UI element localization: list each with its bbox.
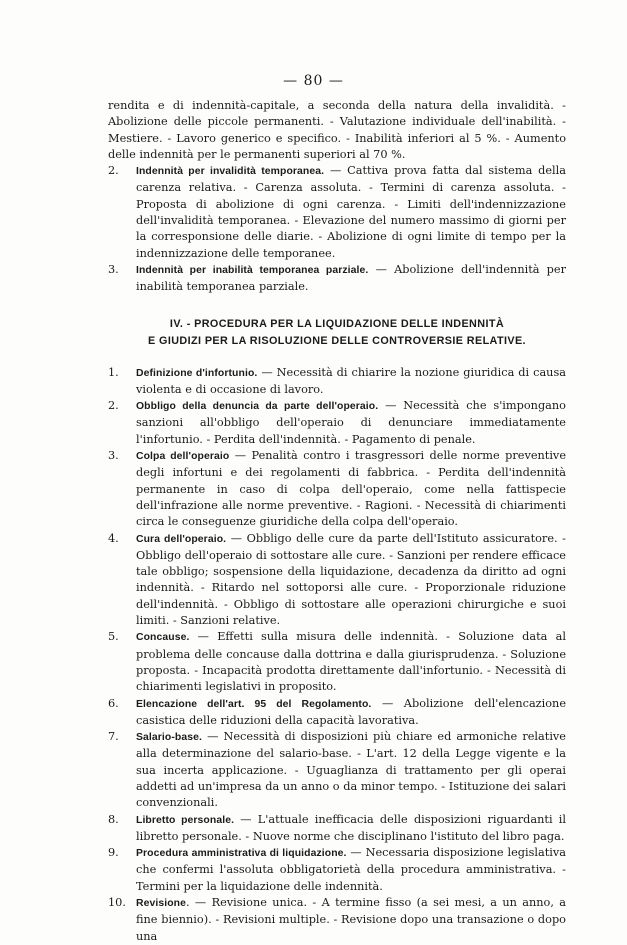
- item-title: Elencazione dell'art. 95 del Regolamento.: [136, 698, 372, 710]
- item-body: [136, 365, 566, 399]
- list-item: [108, 365, 566, 399]
- item-title: Obbligo della denuncia da parte dell'operaio.: [136, 401, 379, 413]
- item-number: 1.: [108, 365, 119, 379]
- item-number: 5.: [108, 630, 119, 644]
- item-title: Cura dell'operaio.: [136, 533, 227, 545]
- page-number: — 80 —: [283, 73, 344, 89]
- item-body: [136, 163, 566, 262]
- list-item: [108, 696, 566, 730]
- item-text: — Cattiva prova fatta dal sistema della carenza relativa. - Carenza assoluta. - Termini di carenza assoluta. - Proposta di abolizione di ogni carenza. - Limiti dell'indennizzazione dell'invalidità temporanea. - Elevazione del numero massimo di giorni per la corresponsione delle diarie. - Abolizione di ogni limite di tempo per la indennizzazione delle temporanee.: [136, 164, 567, 260]
- item-number: 4.: [108, 531, 119, 545]
- item-text: — Obbligo delle cure da parte dell'Istituto assicuratore. - Obbligo dell'operaio di sottostare alle cure. - Sanzioni per rendere efficace tale obbligo; sospensione della liquidazione, decadenza da diritto ad ogni indennità. - Ritardo nel sottoporsi alle cure. - Proporzionale riduzione dell'indennità. - Obbligo di sottostare alle operazioni chirurgiche e suoi limiti. - Sanzioni relative.: [136, 531, 566, 628]
- item-body: [136, 812, 566, 846]
- item-body: [136, 398, 566, 448]
- item-body: [136, 895, 566, 945]
- list-item: [108, 448, 566, 530]
- item-text: — Necessità di chiarire la nozione giuridica di causa violenta e di occasione di lavoro.: [136, 365, 566, 396]
- item-text: — Necessità di disposizioni più chiare ed armoniche relative alla determinazione del salario-base. - L'art. 12 della Legge vigente e la sua incerta applicazione. - Uguaglianza di trattamento per gli operai addetti ad un'impresa da un anno o da minor tempo. - Istituzione dei salari convenzionali.: [136, 730, 566, 810]
- item-number: 8.: [108, 812, 119, 826]
- list-item: [108, 163, 566, 262]
- list-item: [108, 812, 566, 846]
- item-body: [136, 531, 566, 630]
- item-title: Revisione: [136, 898, 186, 910]
- item-title: Colpa dell'operaio: [136, 451, 230, 463]
- list-item: [108, 845, 566, 895]
- list-item: [108, 398, 566, 448]
- item-body: [136, 729, 566, 811]
- item-title: Salario-base.: [136, 732, 202, 744]
- item-number: 2.: [108, 399, 119, 413]
- item-body: [136, 448, 566, 530]
- item-text: — Abolizione dell'elencazione casistica delle riduzioni della capacità lavorativa.: [136, 696, 567, 727]
- item-title: Indennità per invalidità temporanea.: [136, 166, 325, 178]
- page-content: [108, 98, 566, 945]
- item-title: Procedura amministrativa di liquidazione.: [136, 848, 347, 860]
- section-heading-line-1: IV. - PROCEDURA PER LA LIQUIDAZIONE DELLE INDENNITÀ: [169, 317, 505, 330]
- item-text: — Penalità contro i trasgressori delle norme preventive degli infortuni e dei regolamenti di fabbrica. - Perdita dell'indennità permanente in caso di colpa dell'operaio, come nella fattispecie dell'infrazione alle norme preventive. - Ragioni. - Necessità di chiarimenti circa le conseguenze giuridiche della colpa dell'operaio.: [136, 449, 567, 529]
- list-item: [108, 531, 566, 630]
- item-text: — Necessità che s'impongano sanzioni all'obbligo dell'operaio di denunciare immediatamente l'infortunio. - Perdita dell'indennità. - Pagamento di penale.: [136, 399, 566, 446]
- item-body: [136, 629, 566, 695]
- list-item: [108, 895, 566, 945]
- item-number: 3.: [108, 449, 119, 463]
- item-text: — Abolizione dell'indennità per inabilità temporanea parziale.: [136, 262, 566, 294]
- list-item: [108, 262, 566, 296]
- section-heading-line-2: E GIUDIZI PER LA RISOLUZIONE DELLE CONTROVERSIE RELATIVE.: [148, 334, 526, 347]
- section-iii-list: [108, 163, 566, 295]
- list-item: [108, 729, 566, 811]
- section-heading: [108, 316, 566, 350]
- item-body: [136, 845, 566, 895]
- item-number: 10.: [108, 896, 126, 910]
- list-item: [108, 629, 566, 695]
- item-number: 6.: [108, 696, 119, 710]
- item-text: — Necessaria disposizione legislativa che confermi l'assoluta obbligatorietà della procedura amministrativa. - Termini per la liquidazione delle indennità.: [136, 846, 567, 893]
- item-title: Libretto personale.: [136, 814, 235, 826]
- item-number: 2.: [108, 164, 119, 178]
- item-title: Concause.: [136, 632, 190, 644]
- item-number: 7.: [108, 730, 119, 744]
- item-text: — L'attuale inefficacia delle disposizioni riguardanti il libretto personale. - Nuove norme che disciplinano l'istituto del libro paga.: [136, 812, 566, 843]
- item-text: . — Revisione unica. - A termine fisso (a sei mesi, a un anno, a fine biennio). - Revisioni multiple. - Revisione dopo una transazione o dopo una: [136, 896, 566, 943]
- item-number: 9.: [108, 846, 119, 860]
- item-text: — Effetti sulla misura delle indennità. - Soluzione data al problema delle concause dalla dottrina e dalla giurisprudenza. - Soluzione proposta. - Incapacità prodotta direttamente dall'infortunio. - Necessità di chiarimenti legislativi in proposito.: [136, 630, 566, 694]
- item-title: Definizione d'infortunio.: [136, 367, 258, 379]
- item-title: Indennità per inabilità temporanea parziale.: [136, 264, 369, 276]
- section-iv-list: [108, 365, 566, 945]
- item-number: 3.: [108, 262, 119, 276]
- item-body: [136, 696, 566, 730]
- item-body: [136, 262, 566, 296]
- intro-paragraph: rendita e di indennità-capitale, a seconda della natura della invalidità. - Abolizione delle piccole permanenti. - Valutazione individuale dell'inabilità. - Mestiere. - Lavoro generico e specifico. - Inabilità inferiori al 5 %. - Aumento delle indennità per le permanenti superiori al 70 %.: [108, 99, 566, 161]
